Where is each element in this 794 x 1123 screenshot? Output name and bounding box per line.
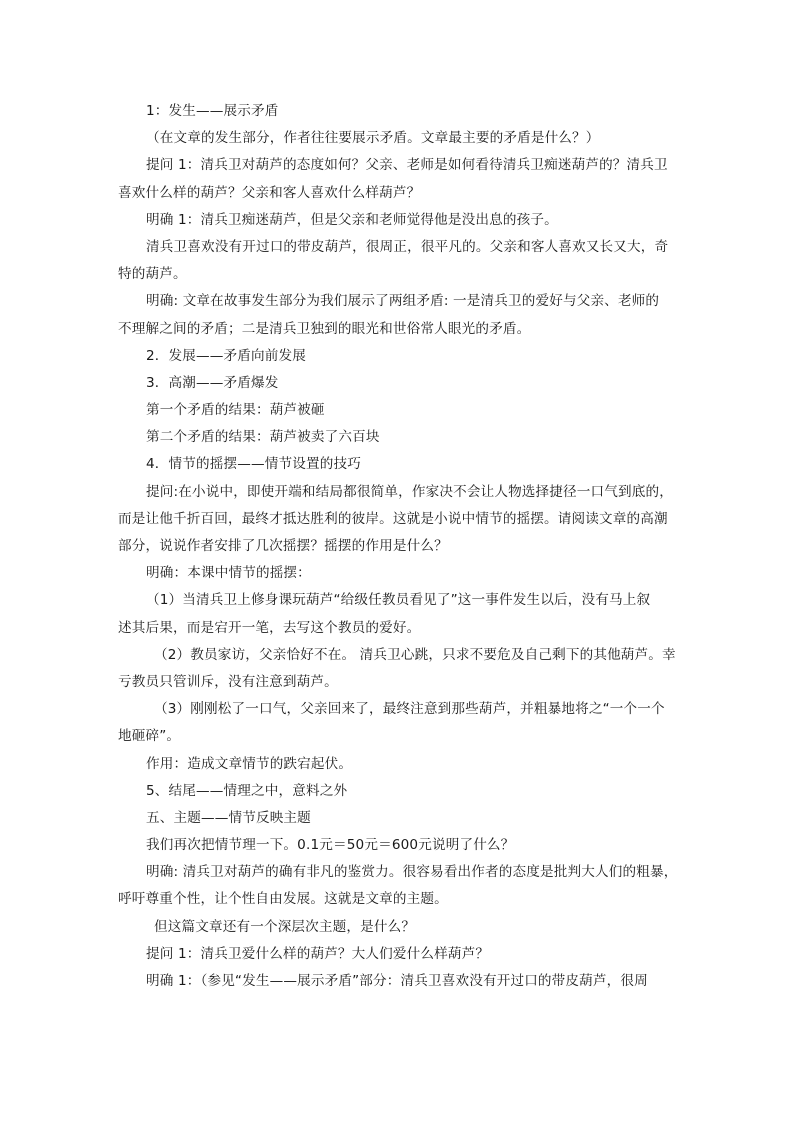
text-line: 3．高潮——矛盾爆发	[146, 374, 279, 391]
text-line: 地砸碎”。	[118, 728, 181, 745]
text-line: 作用：造成文章情节的跌宕起伏。	[146, 755, 353, 772]
text-line: 述其后果，而是宕开一笔，去写这个教员的爱好。	[118, 619, 421, 636]
text-line: （2）教员家访，父亲恰好不在。 清兵卫心跳，只求不要危及自己剩下的其他葫芦。幸	[154, 646, 676, 663]
text-line: 特的葫芦。	[118, 266, 187, 283]
text-line: 提问 1：清兵卫爱什么样的葫芦？大人们爱什么样葫芦？	[146, 945, 490, 962]
text-line: 明确 1：清兵卫痴迷葫芦，但是父亲和老师觉得他是没出息的孩子。	[146, 211, 558, 228]
text-line: 5、结尾——情理之中，意料之外	[146, 782, 348, 799]
text-line: 提问:在小说中，即使开端和结局都很简单，作家决不会让人物选择捷径一口气到底的，	[146, 483, 673, 500]
text-line: 不理解之间的矛盾；二是清兵卫独到的眼光和世俗常人眼光的矛盾。	[118, 320, 531, 337]
text-line: 第二个矛盾的结果：葫芦被卖了六百块	[146, 429, 380, 446]
text-line: 但这篇文章还有一个深层次主题，是什么？	[154, 918, 416, 935]
text-line: 第一个矛盾的结果：葫芦被砸	[146, 402, 325, 419]
text-line: 呼吁尊重个性，让个性自由发展。这就是文章的主题。	[118, 891, 448, 908]
text-line: 1：发生——展示矛盾	[146, 103, 279, 119]
text-line: （1）当清兵卫上修身课玩葫芦“给级任教员看见了”这一事件发生以后，没有马上叙	[146, 592, 651, 609]
text-line: 清兵卫喜欢没有开过口的带皮葫芦，很周正，很平凡的。父亲和客人喜欢又长又大，奇	[146, 238, 669, 255]
text-line: 明确：本课中情节的摇摆：	[146, 565, 311, 582]
text-line: 我们再次把情节理一下。0.1元＝50元＝600元说明了什么？	[146, 837, 515, 854]
text-line: 部分，说说作者安排了几次摇摆？摇摆的作用是什么？	[118, 538, 448, 554]
text-line: 提问 1：清兵卫对葫芦的态度如何？父亲、老师是如何看待清兵卫痴迷葫芦的？清兵卫	[146, 157, 668, 174]
document-body	[118, 98, 678, 995]
text-line: （在文章的发生部分，作者往往要展示矛盾。文章最主要的矛盾是什么？）	[146, 130, 600, 147]
text-line: 喜欢什么样的葫芦？父亲和客人喜欢什么样葫芦？	[118, 184, 421, 201]
text-line: 明确: 清兵卫对葫芦的确有非凡的鉴赏力。很容易看出作者的态度是批判大人们的粗暴，	[146, 864, 678, 881]
text-line: 明确: 文章在故事发生部分为我们展示了两组矛盾: 一是清兵卫的爱好与父亲、老师的	[146, 293, 660, 310]
text-line: （3）刚刚松了一口气，父亲回来了，最终注意到那些葫芦，并粗暴地将之“一个一个	[154, 701, 665, 718]
text-line: 五、主题——情节反映主题	[146, 809, 311, 826]
text-line: 亏教员只管训斥，没有注意到葫芦。	[118, 673, 338, 690]
text-line: 而是让他千折百回，最终才抵达胜利的彼岸。这就是小说中情节的摇摆。请阅读文章的高潮	[118, 510, 668, 527]
text-line: 明确 1：（参见“发生——展示矛盾”部分：清兵卫喜欢没有开过口的带皮葫芦，很周	[146, 973, 648, 989]
text-line: 2．发展——矛盾向前发展	[146, 347, 306, 364]
text-line: 4．情节的摇摆——情节设置的技巧	[146, 456, 361, 473]
